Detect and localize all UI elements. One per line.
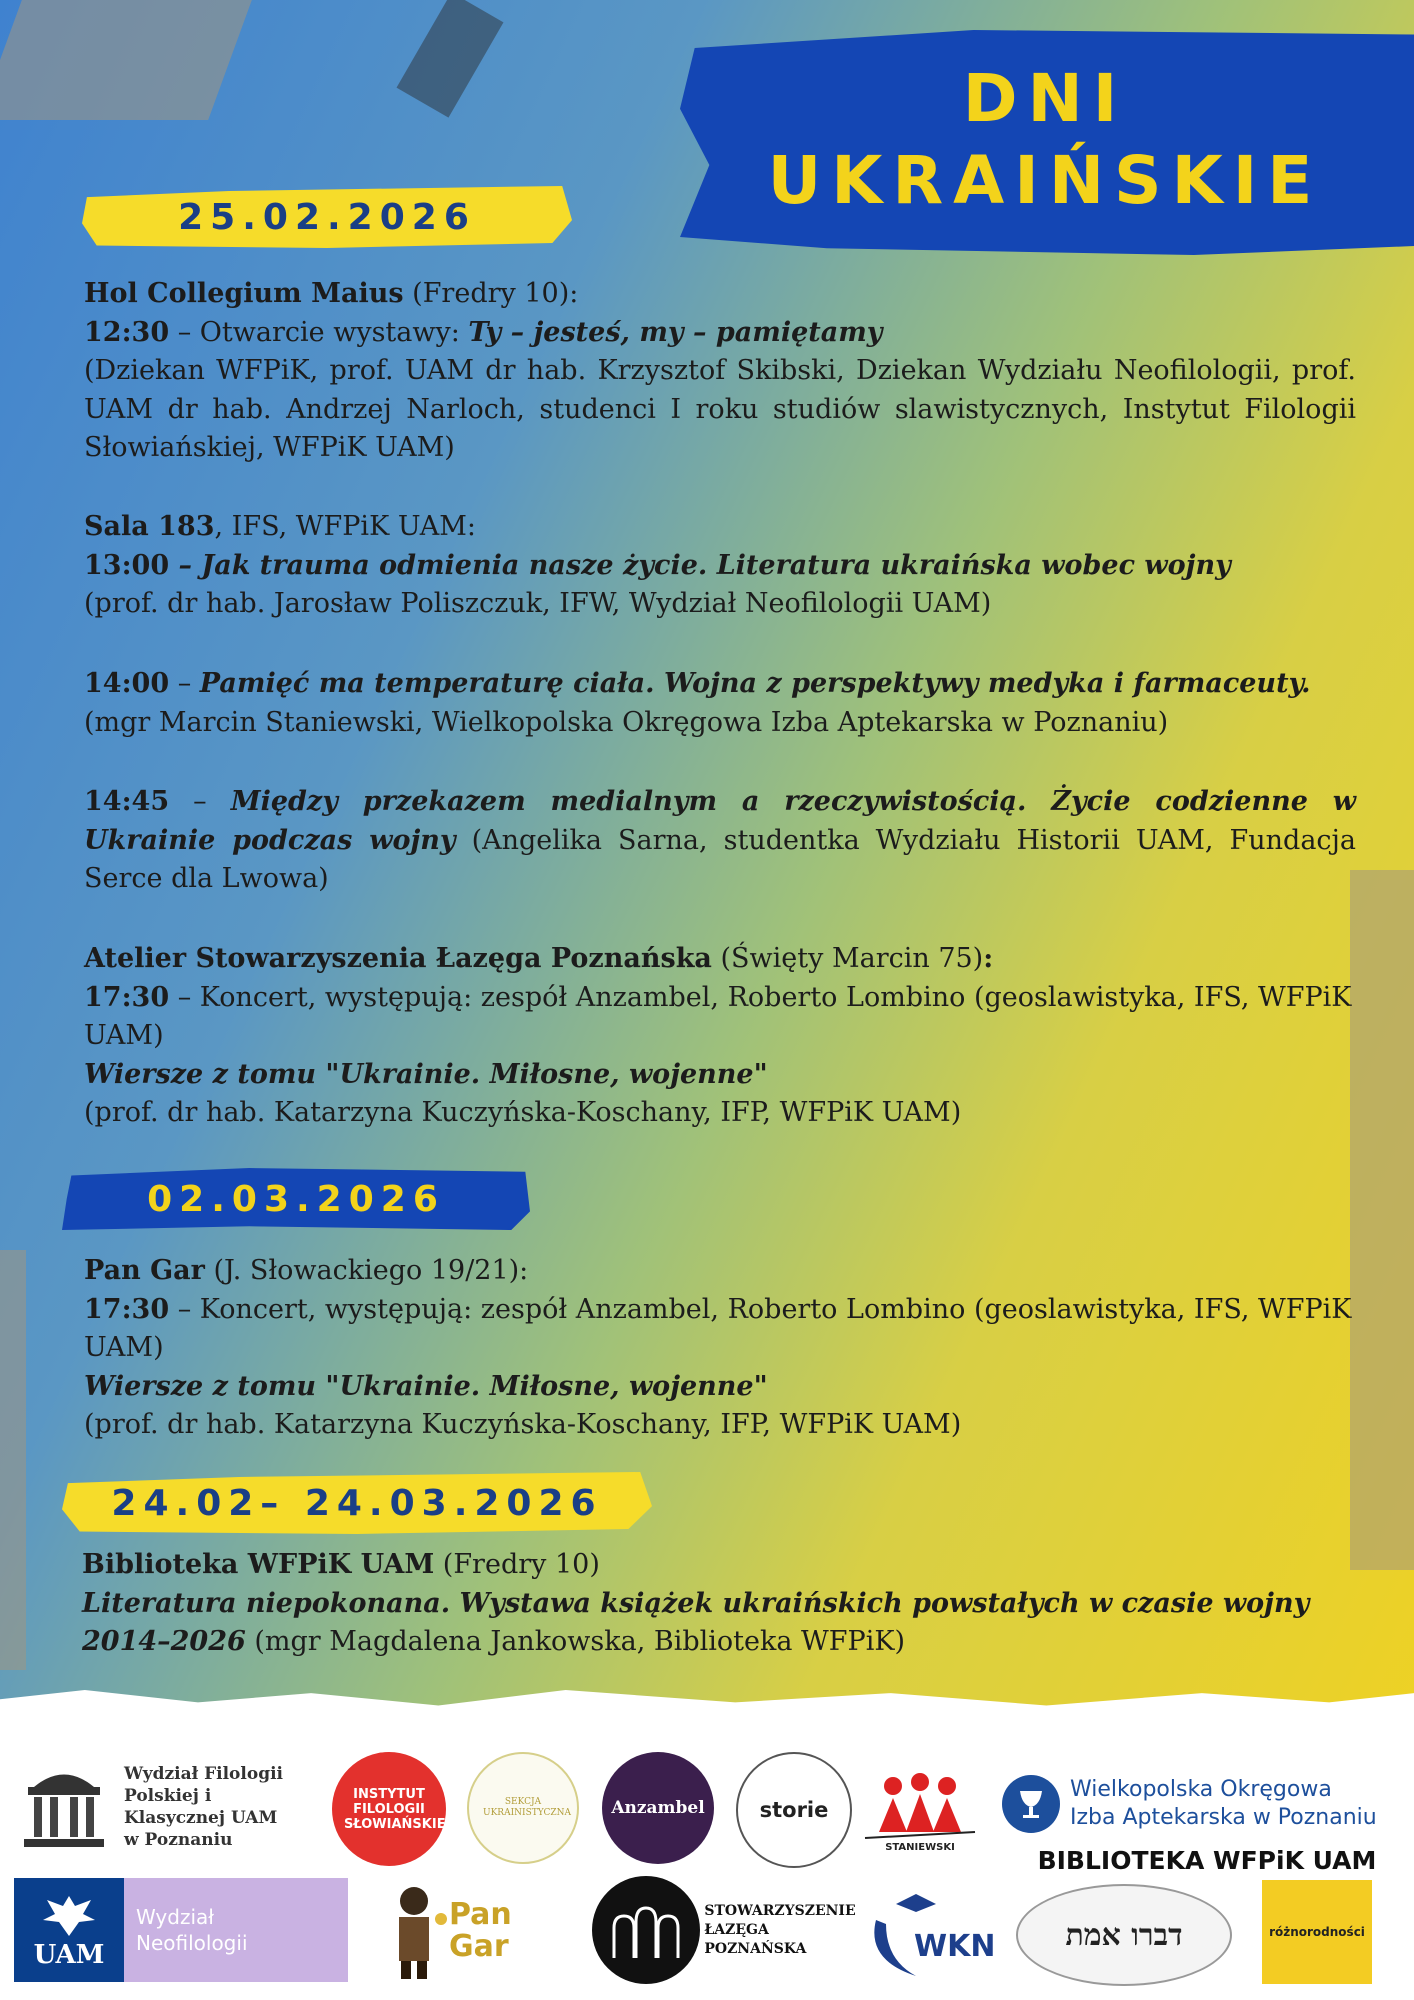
event-time: 12:30 <box>84 316 170 348</box>
title-line-2: UKRAIŃSKIE <box>767 142 1323 219</box>
date-banner-2 <box>62 1168 530 1230</box>
event-time: 13:00 <box>84 549 170 581</box>
event-time: 17:30 <box>84 981 170 1013</box>
event-description: (mgr Marcin Staniewski, Wielkopolska Okręgowa Izba Aptekarska w Poznaniu) <box>84 706 1169 738</box>
chalice-icon <box>1002 1775 1060 1833</box>
logo-wfpik: Wydział Filologii Polskiej i Klasycznej UAM w Poznaniu <box>14 1752 304 1862</box>
venue-name: Sala 183 <box>84 511 215 542</box>
event-title: Pamięć ma temperaturę ciała. Wojna z perspektywy medyka i farmaceuty. <box>199 668 1311 699</box>
logo-wkn <box>856 1880 996 1984</box>
event-time: 14:00 <box>84 668 170 699</box>
venue-name: Biblioteka WFPiK UAM <box>82 1549 435 1580</box>
event-time: 14:45 <box>84 786 170 817</box>
date-label-2: 02.03.2026 <box>147 1178 445 1220</box>
date-banner-3 <box>62 1472 652 1534</box>
background-stone-left <box>0 1250 26 1670</box>
people-icon <box>865 1772 975 1842</box>
event-title: Między przekazem medialnym a rzeczywistością. Życie codzienne w Ukrainie podczas wojny <box>84 786 1357 856</box>
event-time: 17:30 <box>84 1293 170 1325</box>
background-stone-right <box>1350 870 1414 1570</box>
wkn-label: WKN <box>914 1929 996 1964</box>
event-title: – Jak trauma odmienia nasze życie. Literatura ukraińska wobec wojny <box>169 549 1231 581</box>
logo-uam: UAM <box>14 1878 124 1982</box>
event-title: Wiersze z tomu "Ukrainie. Miłosne, wojenne" <box>84 1058 768 1090</box>
background-stone-top-left <box>0 0 252 120</box>
logo-roznorodnosci: różnorodności <box>1262 1880 1372 1984</box>
event-description: (Angelika Sarna, studentka Wydziału Historii UAM, Fundacja Serce dla Lwowa) <box>84 824 1357 894</box>
venue-name: Hol Collegium Maius <box>84 278 404 309</box>
event-description: (prof. dr hab. Katarzyna Kuczyńska-Koschany, IFP, WFPiK UAM) <box>84 1409 962 1440</box>
event-description: (prof. dr hab. Jarosław Poliszczuk, IFW, Wydział Neofilologii UAM) <box>84 588 992 619</box>
eagle-icon <box>39 1890 99 1940</box>
venue-name: Pan Gar <box>84 1255 205 1286</box>
date-label-1: 25.02.2026 <box>178 196 476 238</box>
logo-izba: Wielkopolska Okręgowa Izba Aptekarska w Poznaniu <box>1002 1768 1402 1840</box>
event-description: (prof. dr hab. Katarzyna Kuczyńska-Koschany, IFP, WFPiK UAM) <box>84 1097 962 1128</box>
venue-collegium-maius: Hol Collegium Maius (Fredry 10): 12:30 – Otwarcie wystawy: Ty – jesteś, my – pamiętamy (Dziekan WFPiK, prof. UAM dr hab. Krzysztof Skibski, Dziekan Wydziału Neofilologii, prof. UAM dr hab. Andrzej Narloch, studenci I roku studiów slawistycznych, Instytut Filologii Słowiańskiej, WFPiK UAM) <box>84 275 1356 468</box>
windows-icon <box>606 1900 686 1960</box>
title-line-1: DNI <box>962 60 1128 137</box>
event-description: (Dziekan WFPiK, prof. UAM dr hab. Krzysztof Skibski, Dziekan Wydziału Neofilologii, prof. UAM dr hab. Andrzej Narloch, studenci I roku studiów slawistycznych, Instytut Filologii Słowiańskiej, WFPiK UAM) <box>84 355 1356 463</box>
logo-sekcja: SEKCJA UKRAINISTYCZNA <box>467 1752 579 1864</box>
venue-name: Atelier Stowarzyszenia Łazęga Poznańska <box>84 943 712 974</box>
date-label-3: 24.02– 24.03.2026 <box>111 1482 603 1524</box>
background-beam <box>397 0 504 118</box>
venue-pan-gar: Pan Gar (J. Słowackiego 19/21): 17:30 – Koncert, występują: zespół Anzambel, Roberto Lombino (geoslawistyka, IFS, WFPiK UAM) Wiersze z tomu "Ukrainie. Miłosne, wojenne" (prof. dr hab. Katarzyna Kuczyńska-Koschany, IFP, WFPiK UAM) <box>84 1252 1356 1445</box>
venue-sala-183: Sala 183, IFS, WFPiK UAM: 13:00 – Jak trauma odmienia nasze życie. Literatura ukraińska wobec wojny (prof. dr hab. Jarosław Poliszczuk, IFW, Wydział Neofilologii UAM) <box>84 508 1356 624</box>
character-icon <box>379 1881 449 1981</box>
logo-staniewski: STANIEWSKI <box>850 1762 990 1862</box>
event-title: Wiersze z tomu "Ukrainie. Miłosne, wojenne" <box>84 1370 768 1402</box>
event-description: (mgr Magdalena Jankowska, Biblioteka WFPiK) <box>245 1626 906 1657</box>
date-banner-1 <box>82 186 572 248</box>
logo-ifs: INSTYTUT FILOLOGII SŁOWIAŃSKIEJ <box>332 1752 446 1866</box>
logo-lazega-mark <box>592 1876 700 1984</box>
venue-biblioteka: Biblioteka WFPiK UAM (Fredry 10) Literatura niepokonana. Wystawa książek ukraińskich powstałych w czasie wojny 2014–2026 (mgr Magdalena Jankowska, Biblioteka WFPiK) <box>82 1549 1310 1657</box>
venue-atelier-lazega: Atelier Stowarzyszenia Łazęga Poznańska (Święty Marcin 75): 17:30 – Koncert, występują: zespół Anzambel, Roberto Lombino (geoslawistyka, IFS, WFPiK UAM) Wiersze z tomu "Ukrainie. Miłosne, wojenne" (prof. dr hab. Katarzyna Kuczyńska-Koschany, IFP, WFPiK UAM) <box>84 940 1356 1133</box>
building-icon <box>14 1757 114 1857</box>
event-1400: 14:00 – Pamięć ma temperaturę ciała. Wojna z perspektywy medyka i farmaceuty. (mgr Marcin Staniewski, Wielkopolska Okręgowa Izba Aptekarska w Poznaniu) <box>84 665 1356 742</box>
logo-pan-gar: Pan Gar <box>366 1876 552 1986</box>
event-title: Ty – jesteś, my – pamiętamy <box>468 316 883 348</box>
event-description: – Koncert, występują: zespół Anzambel, Roberto Lombino (geoslawistyka, IFS, WFPiK UAM) <box>84 1293 1352 1363</box>
page-title <box>690 58 1400 222</box>
logo-lazega-text: STOWARZYSZENIE ŁAZĘGA POZNAŃSKA <box>704 1902 856 1957</box>
event-1445: 14:45 – Między przekazem medialnym a rzeczywistością. Życie codzienne w Ukrainie podczas wojny (Angelika Sarna, studentka Wydziału Historii UAM, Fundacja Serce dla Lwowa) <box>84 786 1357 894</box>
logo-neofilologia: Wydział Neofilologii <box>124 1878 348 1982</box>
logo-dibru-emet: דברו אמת <box>1016 1884 1232 1986</box>
logo-biblioteka: BIBLIOTEKA WFPiK UAM <box>1037 1845 1377 1875</box>
logo-anzambel: Anzambel <box>602 1752 714 1864</box>
event-description: – Koncert, występują: zespół Anzambel, Roberto Lombino (geoslawistyka, IFS, WFPiK UAM) <box>84 981 1352 1051</box>
event-title: Literatura niepokonana. Wystawa książek ukraińskich powstałych w czasie wojny 2014–2026 <box>82 1587 1310 1657</box>
logo-storie: storie <box>736 1752 852 1868</box>
wkn-emblem-icon <box>856 1880 996 1984</box>
